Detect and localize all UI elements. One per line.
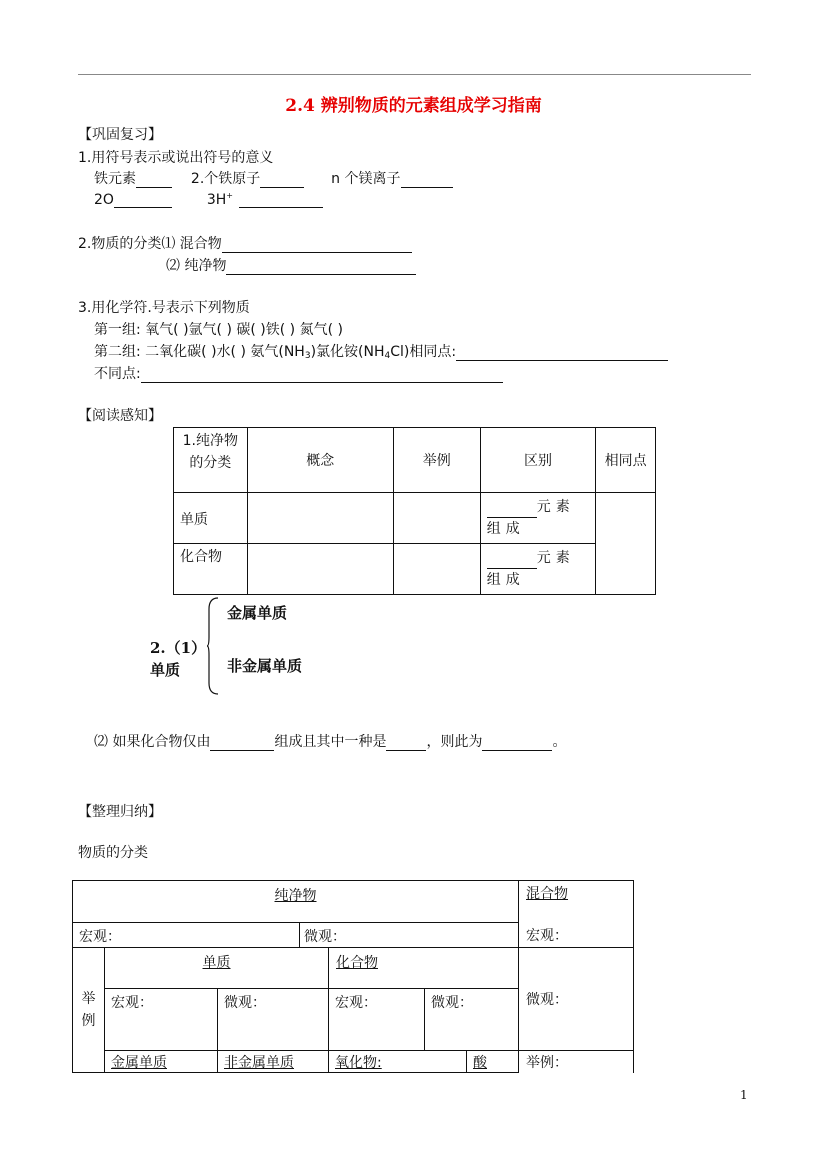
- reading-heading: 【阅读感知】: [78, 408, 162, 424]
- answer-blank[interactable]: [222, 238, 412, 253]
- element-label: 单质: [202, 955, 231, 971]
- element-macro: 宏观：: [105, 989, 218, 1051]
- subscript: 3: [304, 351, 311, 361]
- question-2: [78, 233, 412, 253]
- q2-sub2: [94, 731, 566, 751]
- answer-blank[interactable]: [239, 193, 323, 208]
- answer-blank[interactable]: [487, 554, 537, 569]
- table-header: 区别: [480, 428, 595, 493]
- sentence-part: ⑵ 如果化合物仅由: [94, 734, 211, 750]
- pure-micro: 微观：: [300, 923, 519, 948]
- q2-label: 2.（1）单质: [150, 639, 199, 679]
- element-micro: 微观：: [218, 989, 329, 1051]
- mixture-example: 举例：: [519, 1051, 634, 1073]
- group2-text: )氯化铵(NH: [310, 344, 385, 360]
- element-header: [105, 948, 329, 989]
- sentence-part: 组成且其中一种是: [274, 734, 387, 750]
- table-header: 举例: [393, 428, 480, 493]
- answer-blank[interactable]: [482, 736, 552, 751]
- table-cell[interactable]: [247, 493, 393, 544]
- row-label: 单质: [174, 493, 248, 544]
- table-header: 相同点: [596, 428, 656, 493]
- 2o-label: 2O: [94, 192, 114, 208]
- table-header: 概念: [247, 428, 393, 493]
- mixture-label: 2.物质的分类⑴ 混合物: [78, 236, 222, 252]
- answer-blank[interactable]: [136, 173, 172, 188]
- sentence-part: ，则此为: [426, 734, 483, 750]
- answer-blank[interactable]: [226, 260, 416, 275]
- summary-heading: 【整理归纳】: [78, 804, 162, 820]
- group-1: 第一组: 氧气( )氩气( ) 碳( )铁( ) 氮气( ): [94, 322, 343, 338]
- compound-macro: 宏观：: [329, 989, 425, 1051]
- mixture-label: 混合物: [526, 886, 569, 902]
- pure-macro: 宏观：: [73, 923, 300, 948]
- group2-text: Cl)相同点:: [390, 344, 457, 360]
- brace-icon: [206, 597, 220, 695]
- acid-label: 酸: [473, 1055, 487, 1071]
- differences-label: 不同点:: [94, 366, 141, 382]
- table-header: 1.纯净物的分类: [174, 428, 248, 493]
- mixture-micro: 微观：: [519, 948, 634, 1051]
- acid-cell: [467, 1051, 519, 1073]
- 3h-label: 3H: [206, 192, 227, 208]
- diff-suffix: 元素组成: [486, 499, 575, 537]
- answer-blank[interactable]: [141, 368, 503, 383]
- table-cell[interactable]: [393, 544, 480, 595]
- example-column: 举例: [73, 948, 105, 1073]
- subscript: 4: [384, 351, 391, 361]
- answer-blank[interactable]: [487, 503, 537, 518]
- question-1: 1.用符号表示或说出符号的意义: [78, 150, 274, 166]
- oxide-label: 氧化物:: [335, 1055, 382, 1071]
- metal-element-label: 金属单质: [227, 604, 288, 622]
- classification-table: [72, 880, 634, 1073]
- answer-blank[interactable]: [456, 346, 668, 361]
- mixture-cell: [519, 881, 634, 948]
- compound-label: 化合物: [336, 955, 378, 971]
- compound-micro: 微观：: [425, 989, 519, 1051]
- charge-superscript: +: [226, 191, 233, 200]
- q1-line-1: [94, 168, 453, 188]
- table-cell: [480, 493, 595, 544]
- pure-substance-table: [173, 427, 656, 595]
- row-label: 化合物: [174, 544, 248, 595]
- table-cell[interactable]: [247, 544, 393, 595]
- answer-blank[interactable]: [114, 193, 172, 208]
- group2-text: 第二组: 二氧化碳( )水( ) 氨气(NH: [94, 344, 305, 360]
- sentence-part: 。: [552, 734, 567, 750]
- pure-line: [166, 255, 416, 275]
- two-iron-atoms-label: 2.个铁原子: [190, 171, 261, 187]
- table-cell[interactable]: [596, 493, 656, 595]
- header-rule: [78, 74, 751, 75]
- answer-blank[interactable]: [401, 173, 453, 188]
- page-title: 2.4 辨别物质的元素组成学习指南: [285, 96, 542, 116]
- mixture-macro: 宏观：: [526, 928, 569, 944]
- iron-element-label: 铁元素: [94, 171, 136, 187]
- mg-ions-label: n 个镁离子: [331, 171, 401, 187]
- diff-suffix: 元素组成: [486, 550, 575, 588]
- nonmetal-element-cell: [218, 1051, 329, 1073]
- oxide-cell: [329, 1051, 467, 1073]
- answer-blank[interactable]: [386, 736, 426, 751]
- table-cell: [480, 544, 595, 595]
- pure-label: ⑵ 纯净物: [166, 258, 227, 274]
- group-2: [94, 341, 668, 361]
- pure-header: [73, 881, 519, 923]
- page-number: 1: [740, 1088, 748, 1102]
- compound-header: [329, 948, 519, 989]
- nonmetal-element-label: 非金属单质: [224, 1055, 294, 1071]
- q1-line-2: [94, 191, 323, 208]
- table-cell[interactable]: [393, 493, 480, 544]
- metal-element-label: 金属单质: [111, 1055, 167, 1071]
- metal-element-cell: [105, 1051, 218, 1073]
- answer-blank[interactable]: [210, 736, 274, 751]
- review-heading: 【巩固复习】: [78, 127, 162, 143]
- pure-label: 纯净物: [274, 888, 317, 904]
- differences-line: [94, 363, 503, 383]
- question-3: 3.用化学符.号表示下列物质: [78, 300, 250, 316]
- answer-blank[interactable]: [260, 173, 304, 188]
- nonmetal-element-label: 非金属单质: [227, 657, 303, 675]
- summary-subtitle: 物质的分类: [78, 845, 148, 861]
